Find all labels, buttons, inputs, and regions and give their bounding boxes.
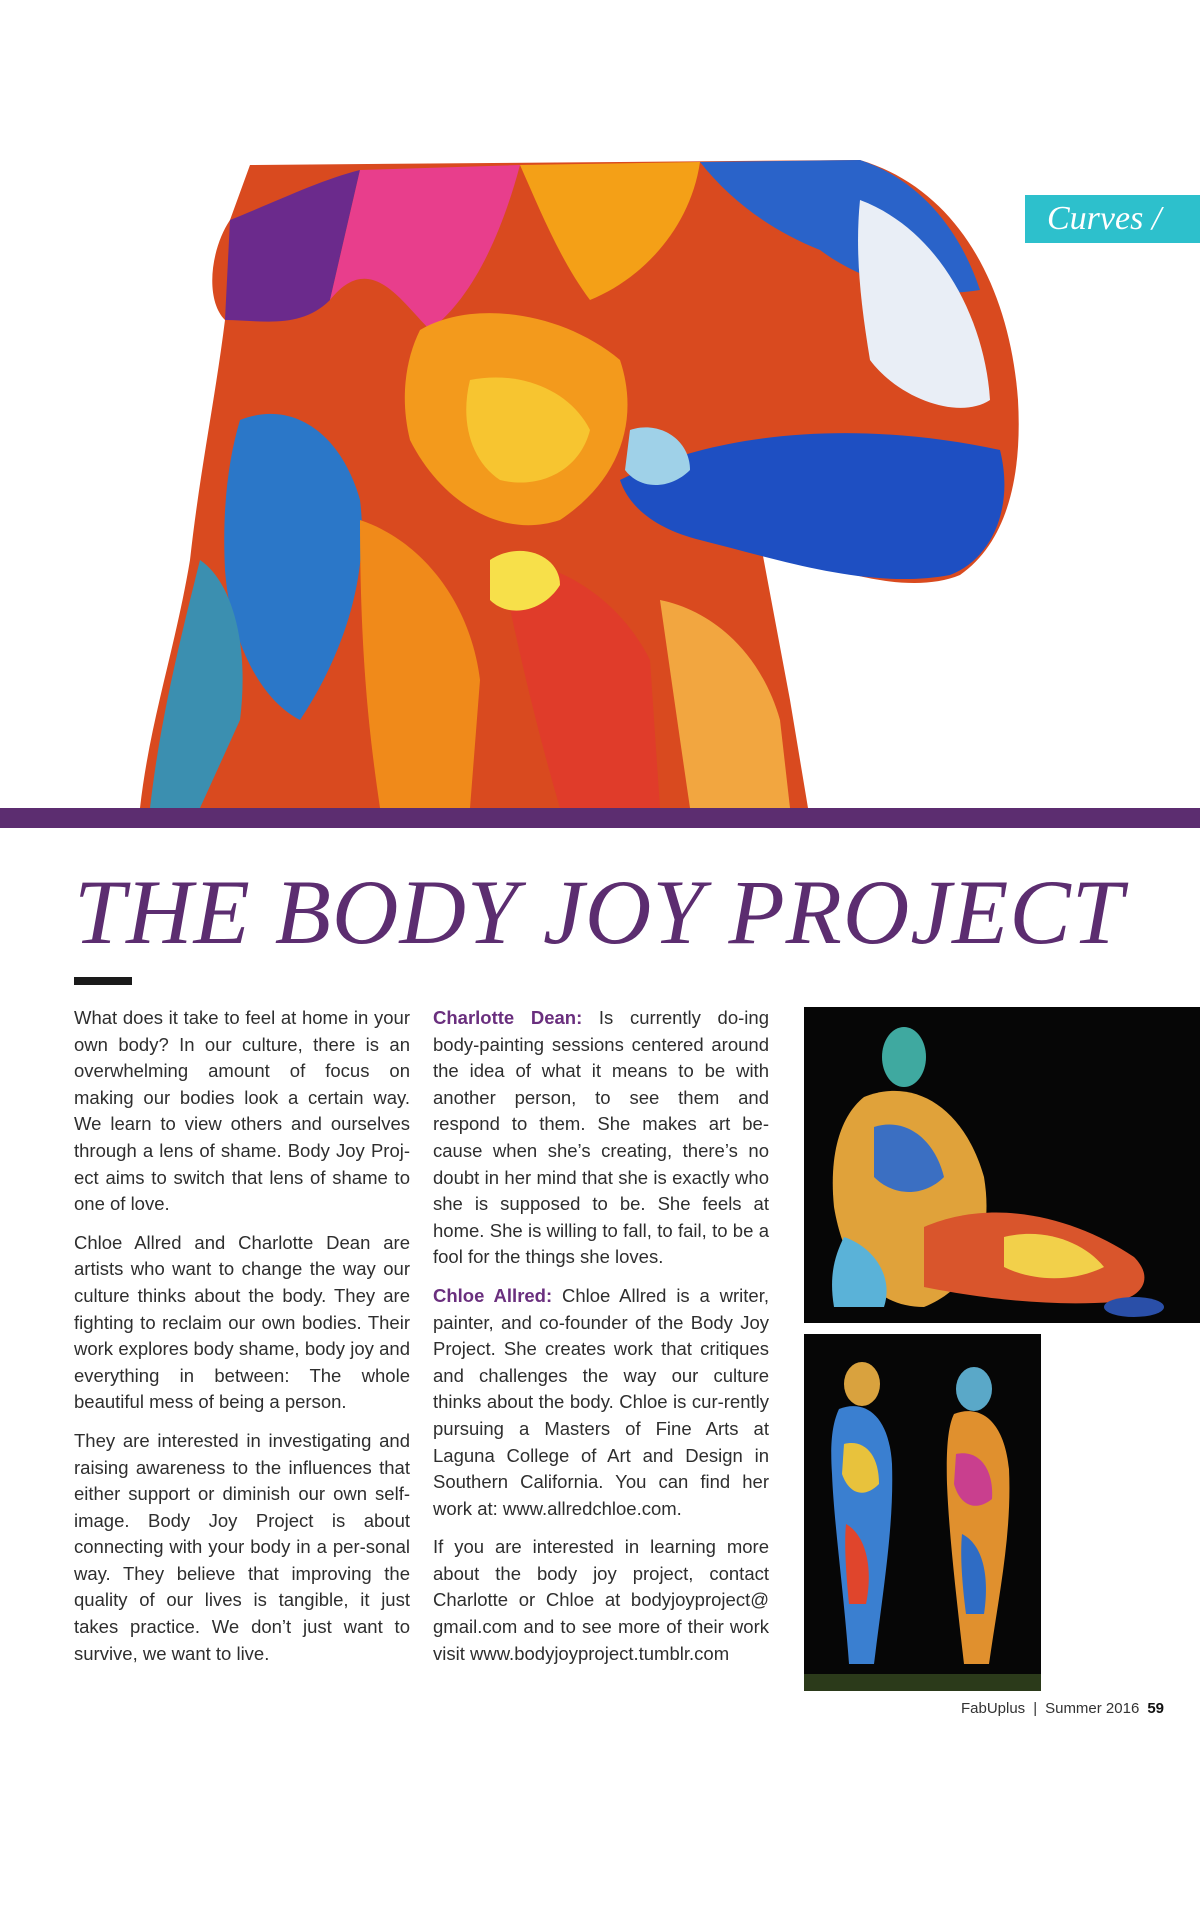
bio-text: Chloe Allred is a writer, painter, and co-founder of the Body Joy Project. She creates work that critiques and challenges the way our culture thinks about the body. Chloe is cur-rently pursuing a Masters of Fine Arts at Laguna College of Art and Design in Southern California. You can find her work at: www.allredchloe.com. bbox=[433, 1284, 769, 1519]
section-tab: Curves / bbox=[1025, 195, 1200, 243]
footer-separator: | bbox=[1033, 1700, 1038, 1717]
magazine-name: FabUplus bbox=[960, 1700, 1026, 1717]
bio-name: Chloe Allred: bbox=[433, 1284, 553, 1306]
hero-photo bbox=[0, 0, 1200, 812]
paragraph: Chloe Allred and Charlotte Dean are artists who want to change the way our culture thinks about the body. They are fighting to reclaim our own bodies. Their work explores body shame, body joy and everything in between: The whole beautiful mess of being a person. bbox=[74, 1231, 410, 1413]
page-number: 59 bbox=[1147, 1700, 1164, 1717]
photo-two-figures bbox=[804, 1334, 1041, 1691]
title-divider-bar bbox=[0, 808, 1200, 828]
article-title: THE BODY JOY PROJECT bbox=[74, 861, 1124, 963]
paragraph: They are interested in investigating and raising awareness to the influences that either support or diminish our own self-image. Body Joy Project is about connecting with your body in a per-sonal way. They believe that improving the quality of our lives is tangible, it just takes practice. We don’t just want to survive, we want to live. bbox=[74, 1429, 410, 1664]
title-rule bbox=[74, 977, 132, 985]
middle-column bbox=[433, 1005, 769, 1679]
contact-paragraph: If you are interested in learning more about the body joy project, contact Charlotte or Chloe at bodyjoyproject@ gmail.com and to see more of their work visit www.bodyjoyproject.tumblr.com bbox=[433, 1536, 769, 1664]
page-footer bbox=[961, 1700, 1164, 1717]
bio-name: Charlotte Dean: bbox=[433, 1007, 583, 1028]
left-column bbox=[74, 1005, 410, 1679]
issue-label: Summer 2016 bbox=[1045, 1700, 1140, 1717]
photo-seated-figure bbox=[804, 1007, 1200, 1323]
bio-text: Is currently do-ing body-painting sessions centered around the idea of what it means to be with another person, to see them and respond to them. She makes art be-cause when she’s creating, there’s no doubt in her mind that she is exactly who she is supposed to be. She feels at home. She is willing to fall, to fail, to be a fool for the things she loves. bbox=[433, 1007, 769, 1268]
bio-charlotte bbox=[433, 1005, 769, 1271]
paragraph: What does it take to feel at home in your own body? In our culture, there is an overwhelming amount of focus on making our bodies look a certain way. We learn to view others and ourselves through a lens of shame. Body Joy Proj-ect aims to switch that lens of shame to one of love. bbox=[74, 1007, 410, 1215]
bio-chloe bbox=[433, 1283, 769, 1522]
